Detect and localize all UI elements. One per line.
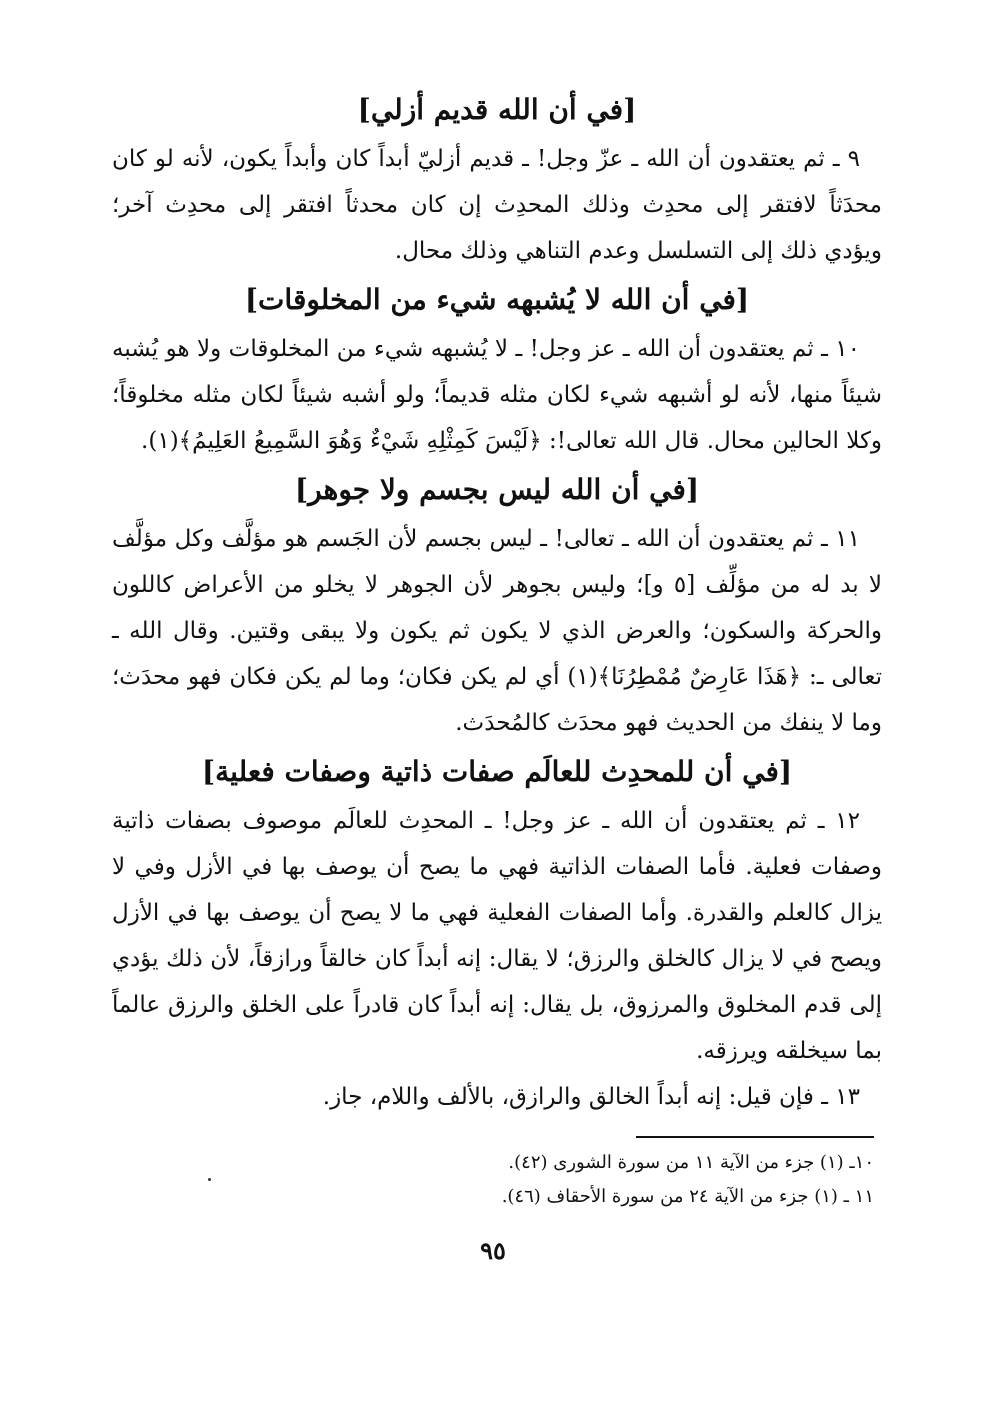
section-attributes	[112, 750, 882, 1120]
section-heading: [في أن الله ليس بجسم ولا جوهر]	[294, 473, 700, 506]
section-no-resemblance	[112, 278, 882, 464]
section-not-body	[112, 468, 882, 746]
paragraph-9: ٩ ـ ثم يعتقدون أن الله ـ عزّ وجل! ـ قديم أزليّ أبداً كان وأبداً يكون، لأنه لو كان محدَثاً لافتقر إلى محدِث وذلك المحدِث إن كان محدثاً افتقر إلى محدِث آخر؛ ويؤدي ذلك إلى التسلسل وعدم التناهي وذلك محال.	[112, 146, 882, 264]
paragraph-10: ١٠ ـ ثم يعتقدون أن الله ـ عز وجل! ـ لا يُشبهه شيء من المخلوقات ولا هو يُشبه شيئاً منها، لأنه لو أشبهه شيء لكان مثله قديماً؛ ولو أشبه شيئاً لكان مثله مخلوقاً؛ وكلا الحالين محال. قال الله تعالى!: ﴿لَيْسَ كَمِثْلِهِ شَيْءٌ وَهُوَ السَّمِيعُ العَلِيمُ﴾(١).	[112, 336, 882, 454]
footnotes	[274, 1146, 874, 1214]
section-heading: [في أن للمحدِث للعالَم صفات ذاتية وصفات فعلية]	[201, 755, 793, 788]
paragraph-11: ١١ ـ ثم يعتقدون أن الله ـ تعالى! ـ ليس بجسم لأن الجَسم هو مؤلَّف وكل مؤلَّف لا بد له من مؤلِّف [٥ و]؛ وليس بجوهر لأن الجوهر لا يخلو من الأعراض كاللون والحركة والسكون؛ والعرض الذي لا يكون ثم يكون ولا يبقى وقتين. وقال الله ـ تعالى ـ: ﴿هَذَا عَارِضٌ مُمْطِرُنَا﴾(١) أي لم يكن فكان؛ وما لم يكن فكان فهو محدَث؛ وما لا ينفك من الحديث فهو محدَث كالمُحدَث.	[112, 526, 882, 736]
paragraph-13: ١٣ ـ فإن قيل: إنه أبداً الخالق والرازق، بالألف واللام، جاز.	[322, 1084, 860, 1110]
footnote: ١١ ـ (١) جزء من الآية ٢٤ من سورة الأحقاف (٤٦).	[501, 1186, 874, 1207]
page-number: ٩٥	[480, 1236, 506, 1265]
section-heading: [في أن الله قديم أزلي]	[357, 93, 637, 126]
footnote-divider	[636, 1136, 874, 1138]
section-eternal	[112, 88, 882, 274]
footnote: ١٠ـ (١) جزء من الآية ١١ من سورة الشورى (٤٢).	[508, 1152, 874, 1173]
scan-speck	[208, 1178, 211, 1181]
main-text	[112, 88, 882, 1124]
section-heading: [في أن الله لا يُشبهه شيء من المخلوقات]	[244, 283, 750, 316]
paragraph-12: ١٢ ـ ثم يعتقدون أن الله ـ عز وجل! ـ المحدِث للعالَم موصوف بصفات ذاتية وصفات فعلية. فأما الصفات الذاتية فهي ما يصح أن يوصف بها في الأزل وفي لا يزال كالعلم والقدرة. وأما الصفات الفعلية فهي ما لا يصح أن يوصف بها في الأزل ويصح في لا يزال كالخلق والرزق؛ لا يقال: إنه أبداً كان خالقاً ورازقاً، لأن ذلك يؤدي إلى قدم المخلوق والمرزوق، بل يقال: إنه أبداً كان قادراً على الخلق والرزق عالماً بما سيخلقه ويرزقه.	[112, 808, 882, 1064]
